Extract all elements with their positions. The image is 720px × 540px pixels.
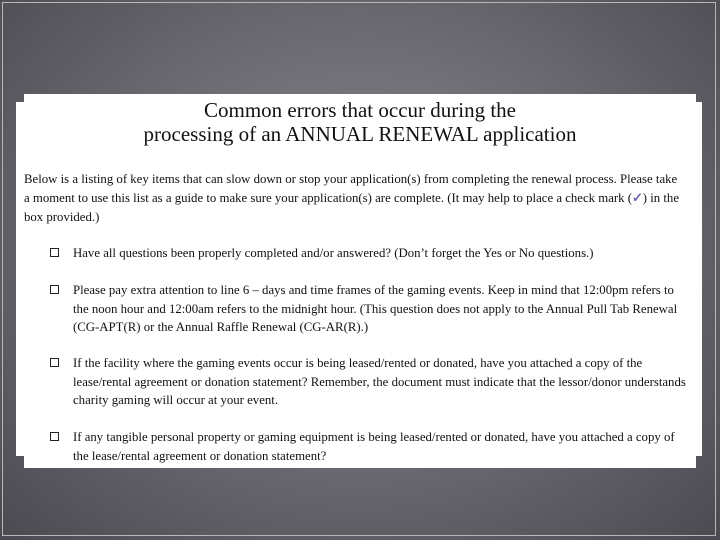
document-title: [24, 98, 696, 146]
checkbox-icon: [50, 432, 59, 441]
checklist-item-text: Please pay extra attention to line 6 – days and time frames of the gaming events. Keep in mind that 12:00pm refers to the noon hour and 12:00am refers to the midnight hour. (This question does not apply to the Annual Pull Tab Renewal (CG-APT(R) or the Annual Raffle Renewal (CG-AR(R).): [73, 283, 678, 334]
checklist-item-text: If the facility where the gaming events occur is being leased/rented or donated, have you attached a copy of the lease/rental agreement or donation statement? Remember, the document must indicate that the lessor/donor understands charity gaming will occur at your event.: [73, 356, 686, 407]
checkbox-icon: [50, 285, 59, 294]
title-line-2: processing of an ANNUAL RENEWAL application: [143, 122, 577, 146]
check-mark-icon: ✓: [632, 191, 643, 205]
intro-text-end: ) in the box provided.): [24, 191, 679, 224]
intro-text: Below is a listing of key items that can slow down or stop your application(s) from completing the renewal process. Please take a moment to use this list as a guide to make sure your application(s) are complete. (It may help to place a check mark (: [24, 172, 678, 205]
title-line-1: Common errors that occur during the: [203, 98, 516, 122]
checkbox-icon: [50, 248, 59, 257]
intro-paragraph: [24, 170, 686, 227]
checkbox-icon: [50, 358, 59, 367]
checklist-item-text: Have all questions been properly completed and/or answered? (Don’t forget the Yes or No questions.): [73, 246, 594, 260]
checklist-item-text: If any tangible personal property or gaming equipment is being leased/rented or donated, have you attached a copy of the lease/rental agreement or donation statement?: [73, 430, 675, 463]
document-image: [24, 94, 696, 468]
